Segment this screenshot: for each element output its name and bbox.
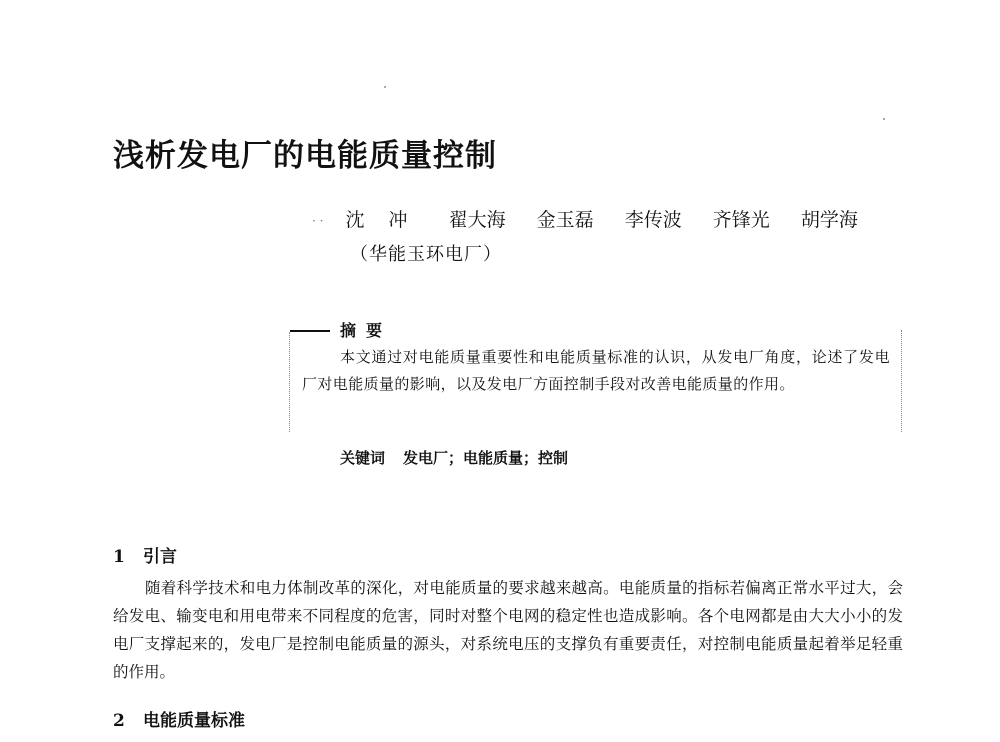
paper-title: 浅析发电厂的电能质量控制 [113,138,497,174]
abstract-border-left [289,332,290,432]
scan-speck [384,86,386,88]
scan-speck [883,118,885,120]
section-heading-introduction [113,542,177,567]
abstract-rule [290,330,330,332]
keywords-value: 发电厂；电能质量；控制 [403,449,569,467]
author-name: 沈冲 [345,209,432,231]
author-affiliation: （华能玉环电厂） [350,244,502,265]
abstract-text: 本文通过对电能质量重要性和电能质量标准的认识，从发电厂角度，论述了发电厂对电能质量的影响，以及发电厂方面控制手段对改善电能质量的作用。 [302,348,890,393]
author-name: 翟大海 [448,209,506,231]
introduction-paragraph: 随着科学技术和电力体制改革的深化，对电能质量的要求越来越高。电能质量的指标若偏离正常水平过大，会给发电、输变电和用电带来不同程度的危害，同时对整个电网的稳定性也造成影响。各个电网都是由大大小小的发电厂支撑起来的，发电厂是控制电能质量的源头，对系统电压的支撑负有重要责任，对控制电能质量起着举足轻重的作用。 [113,579,903,681]
scan-dots: · · [312,214,324,228]
abstract-border-right [901,330,902,432]
author-name: 金玉磊 [536,209,594,231]
section-heading-standards [113,706,245,731]
section-number: 2 [113,711,125,731]
author-name: 齐锋光 [712,209,770,231]
author-line [312,205,904,232]
author-name: 胡学海 [800,209,858,231]
section-number: 1 [113,547,125,567]
abstract-heading: 摘要 [340,321,393,340]
section-title: 电能质量标准 [143,711,245,731]
author-name: 李传波 [624,209,682,231]
keywords-label: 关键词 [340,449,386,467]
keywords [340,447,568,468]
section-title: 引言 [143,547,177,567]
